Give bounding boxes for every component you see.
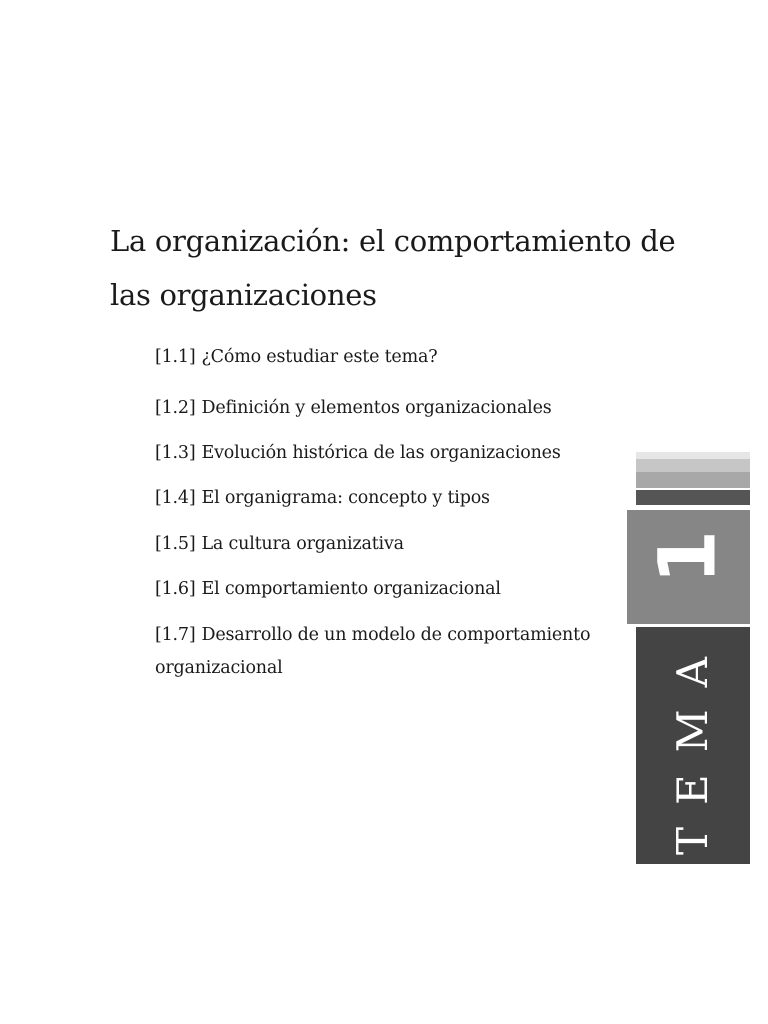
tab-stripe-light — [636, 452, 750, 459]
toc-label: ¿Cómo estudiar este tema? — [201, 347, 438, 367]
toc-number: [1.6] — [155, 579, 196, 599]
tema-label: TEMA — [668, 634, 717, 856]
toc-item-1-7 — [155, 619, 625, 685]
toc-item-1-4 — [155, 482, 625, 515]
toc-label: Definición y elementos organizacionales — [201, 398, 552, 418]
chapter-title: La organización: el comportamiento de las organizaciones — [110, 224, 676, 312]
toc-item-1-5 — [155, 528, 625, 561]
toc-label: El comportamiento organizacional — [201, 579, 501, 599]
toc-number: [1.7] — [155, 625, 196, 645]
toc-label: Desarrollo de un modelo de comportamiento organizacional — [155, 625, 591, 678]
toc-label: El organigrama: concepto y tipos — [201, 488, 490, 508]
tab-stripe-dark — [636, 490, 750, 505]
toc-number: [1.1] — [155, 347, 196, 367]
chapter-number: 1 — [643, 529, 734, 585]
toc-item-1-3 — [155, 437, 625, 470]
toc-number: [1.2] — [155, 398, 196, 418]
toc-item-1-2 — [155, 392, 625, 425]
toc-item-1-6 — [155, 573, 625, 606]
toc-item-1-1 — [155, 341, 625, 374]
toc-number: [1.4] — [155, 488, 196, 508]
toc-label: Evolución histórica de las organizaciones — [201, 443, 561, 463]
tab-stripe-mid-gray — [636, 472, 750, 488]
toc-number: [1.3] — [155, 443, 196, 463]
chapter-number-box — [627, 510, 750, 624]
tab-stripe-light-gray — [636, 459, 750, 472]
tema-label-box — [636, 627, 750, 864]
toc-number: [1.5] — [155, 534, 196, 554]
toc-label: La cultura organizativa — [201, 534, 404, 554]
